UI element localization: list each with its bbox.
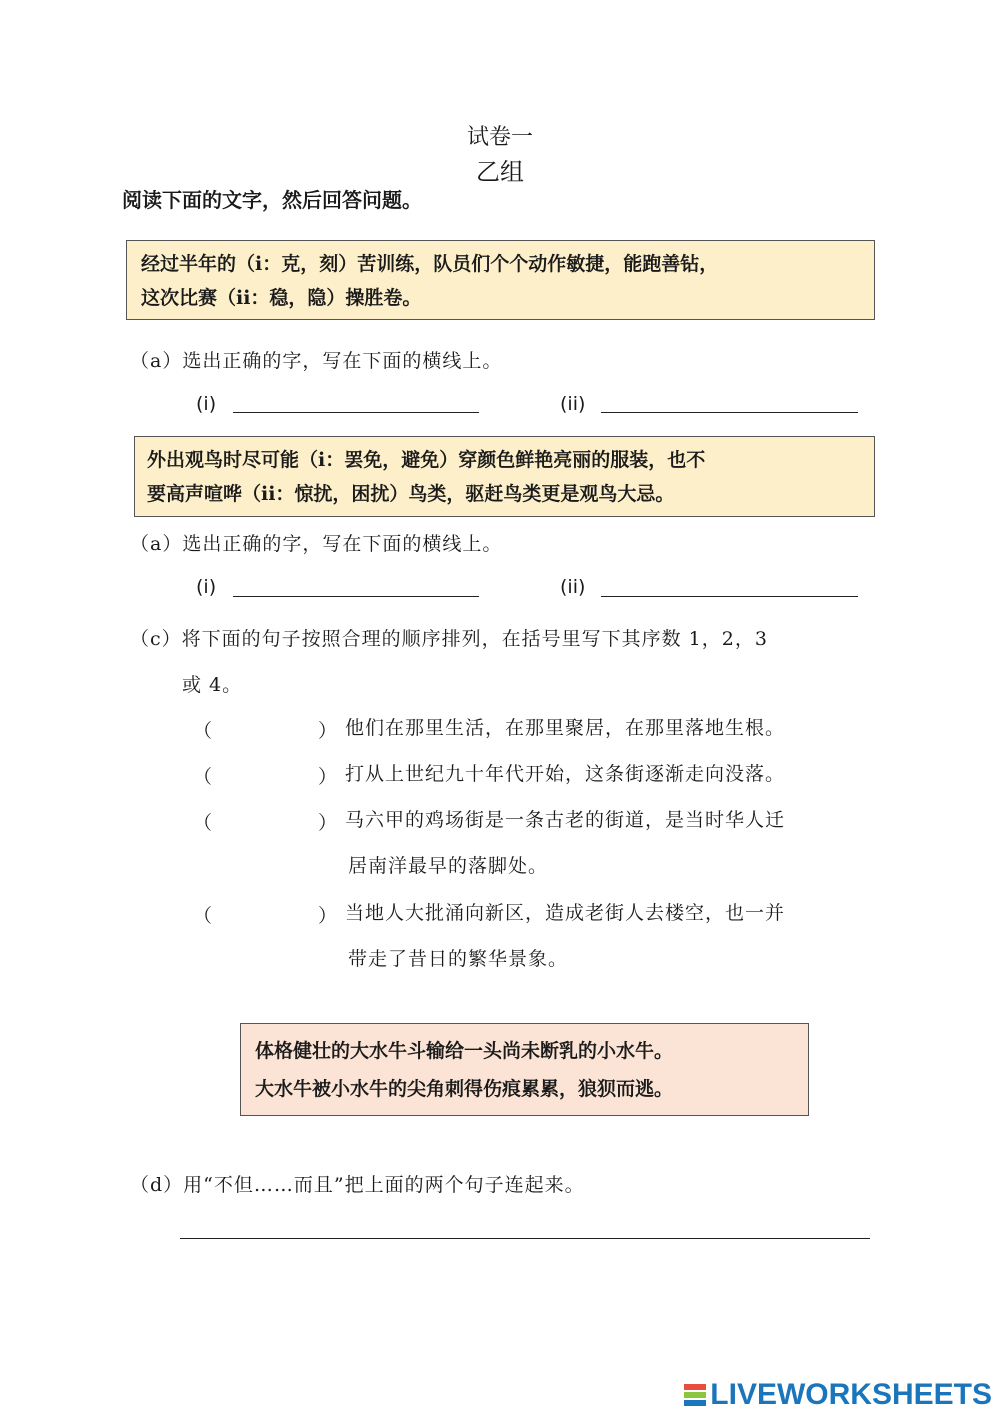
passage-1-line-1: 经过半年的（i：克，刻）苦训练，队员们个个动作敏捷，能跑善钻， bbox=[141, 253, 719, 275]
page-title: 试卷一 bbox=[466, 125, 533, 150]
liveworksheets-logo-text: LIVEWORKSHEETS bbox=[710, 1378, 992, 1411]
order-close-paren: ） bbox=[318, 720, 338, 742]
passage-3-line-2: 大水牛被小水牛的尖角刺得伤痕累累，狼狈而逃。 bbox=[255, 1078, 674, 1100]
passage-3-line-1: 体格健壮的大水牛斗输给一头尚未断乳的小水牛。 bbox=[255, 1040, 674, 1062]
order-sentence-4-line-2: 带走了昔日的繁华景象。 bbox=[348, 948, 569, 970]
liveworksheets-logo bbox=[684, 1378, 992, 1412]
q1-label-i: (i) bbox=[196, 393, 217, 415]
order-input-2[interactable] bbox=[215, 762, 320, 788]
q2-label-ii: (ii) bbox=[560, 576, 586, 598]
question-c-prompt-line-1: （c）将下面的句子按照合理的顺序排列，在括号里写下其序数 1，2，3 bbox=[130, 628, 768, 650]
order-sentence-2: 打从上世纪九十年代开始，这条街逐渐走向没落。 bbox=[345, 763, 786, 785]
order-close-paren: ） bbox=[318, 905, 338, 927]
passage-box-3 bbox=[240, 1023, 809, 1116]
q4-answer-line[interactable] bbox=[180, 1238, 870, 1239]
order-open-paren: （ bbox=[193, 905, 213, 927]
q1-answer-line-i[interactable] bbox=[233, 412, 479, 413]
order-open-paren: （ bbox=[193, 766, 213, 788]
passage-1-line-2: 这次比赛（ii：稳，隐）操胜卷。 bbox=[141, 287, 422, 309]
order-close-paren: ） bbox=[318, 766, 338, 788]
question-c-prompt-line-2: 或 4。 bbox=[182, 674, 243, 696]
q2-answer-line-ii[interactable] bbox=[601, 596, 858, 597]
q1-answer-line-ii[interactable] bbox=[601, 412, 858, 413]
liveworksheets-logo-icon bbox=[684, 1383, 706, 1407]
q1-label-ii: (ii) bbox=[560, 393, 586, 415]
passage-box-2 bbox=[134, 436, 875, 517]
order-sentence-1: 他们在那里生活，在那里聚居，在那里落地生根。 bbox=[345, 717, 786, 739]
order-open-paren: （ bbox=[193, 812, 213, 834]
order-close-paren: ） bbox=[318, 812, 338, 834]
order-sentence-4-line-1: 当地人大批涌向新区，造成老街人去楼空，也一并 bbox=[345, 902, 786, 924]
q2-label-i: (i) bbox=[196, 576, 217, 598]
page-subtitle: 乙组 bbox=[476, 158, 524, 186]
order-input-4[interactable] bbox=[215, 901, 320, 927]
passage-2-line-1: 外出观鸟时尽可能（i：罢免，避免）穿颜色鲜艳亮丽的服装，也不 bbox=[147, 449, 706, 471]
order-input-1[interactable] bbox=[215, 716, 320, 742]
order-sentence-3-line-1: 马六甲的鸡场街是一条古老的街道，是当时华人迁 bbox=[345, 809, 786, 831]
question-a-2-prompt: （a）选出正确的字，写在下面的横线上。 bbox=[130, 533, 503, 555]
question-a-1-prompt: （a）选出正确的字，写在下面的横线上。 bbox=[130, 350, 503, 372]
order-input-3[interactable] bbox=[215, 808, 320, 834]
order-open-paren: （ bbox=[193, 720, 213, 742]
question-d-prompt: （d）用“不但……而且”把上面的两个句子连起来。 bbox=[130, 1174, 585, 1196]
q2-answer-line-i[interactable] bbox=[233, 596, 479, 597]
passage-2-line-2: 要高声喧哗（ii：惊扰，困扰）鸟类，驱赶鸟类更是观鸟大忌。 bbox=[147, 483, 675, 505]
instruction: 阅读下面的文字，然后回答问题。 bbox=[122, 188, 422, 212]
order-sentence-3-line-2: 居南洋最早的落脚处。 bbox=[348, 855, 549, 877]
passage-box-1 bbox=[126, 240, 875, 320]
